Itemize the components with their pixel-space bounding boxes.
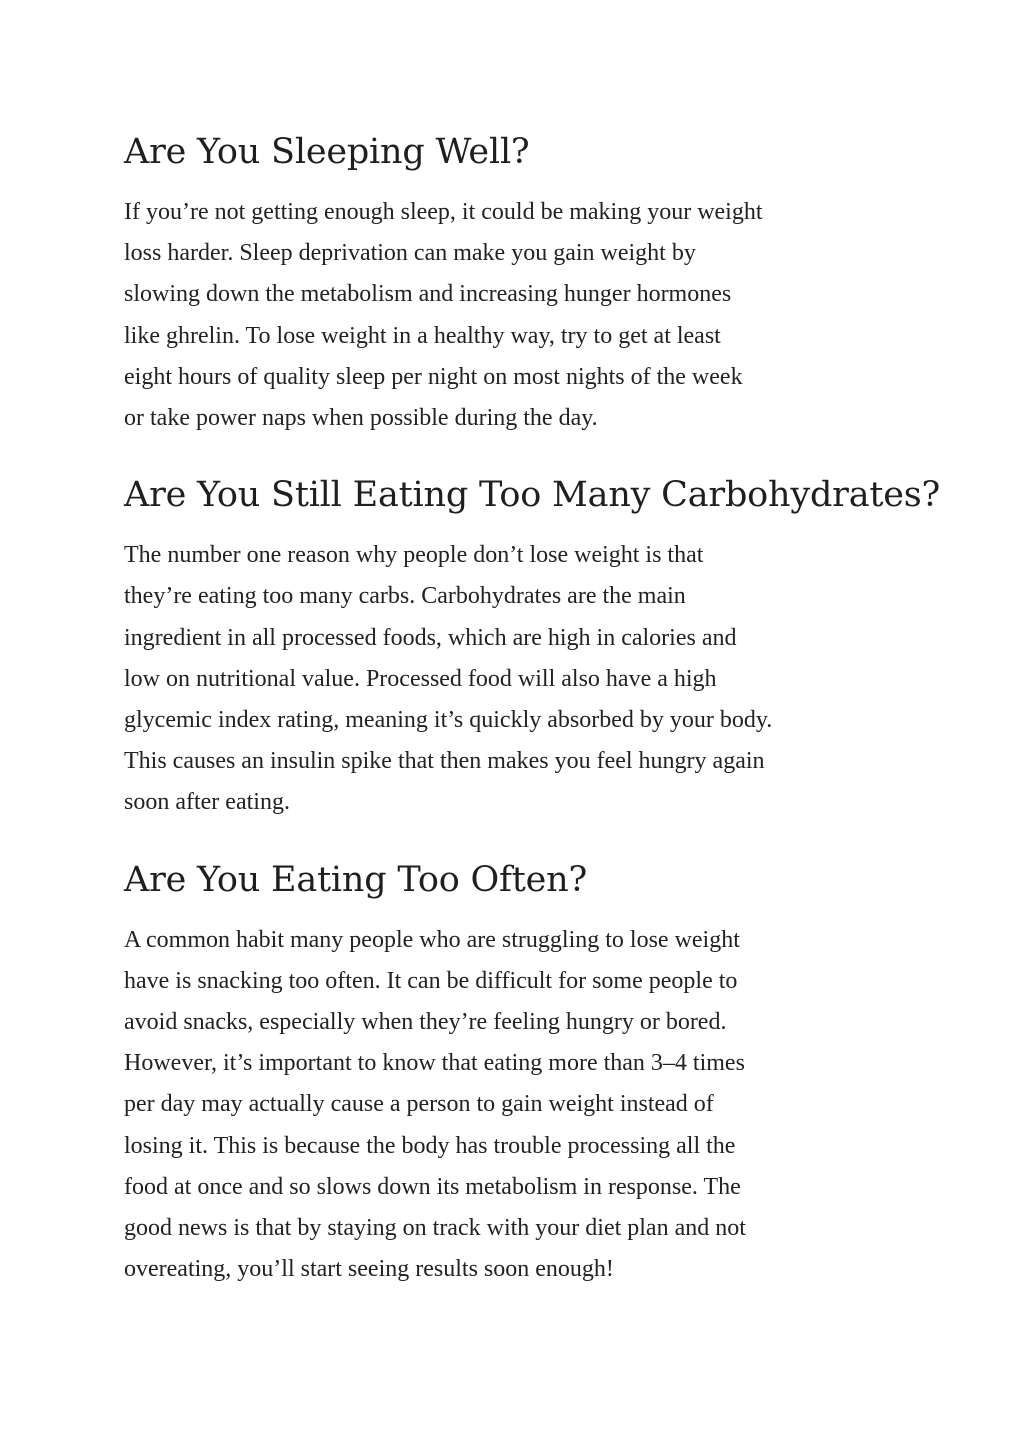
paragraph-line: A common habit many people who are struggling to lose weight (124, 926, 740, 953)
paragraph-line: losing it. This is because the body has trouble processing all the (124, 1132, 736, 1159)
section-paragraph (124, 535, 909, 823)
section-eating-too-often (124, 858, 909, 1291)
section-sleeping-well (124, 130, 909, 439)
paragraph-line: However, it’s important to know that eating more than 3–4 times (124, 1050, 745, 1077)
document-page (124, 120, 941, 1324)
paragraph-line: low on nutritional value. Processed food will also have a high (124, 665, 717, 692)
paragraph-line: avoid snacks, especially when they’re feeling hungry or bored. (124, 1009, 727, 1036)
paragraph-line: This causes an insulin spike that then makes you feel hungry again (124, 748, 765, 775)
paragraph-line: The number one reason why people don’t lose weight is that (124, 542, 704, 569)
paragraph-line: good news is that by staying on track with your diet plan and not (124, 1215, 746, 1242)
paragraph-line: or take power naps when possible during the day. (124, 405, 598, 432)
section-heading: Are You Eating Too Often? (124, 859, 588, 900)
paragraph-line: per day may actually cause a person to gain weight instead of (124, 1091, 714, 1118)
paragraph-line: slowing down the metabolism and increasing hunger hormones (124, 281, 732, 308)
section-carbohydrates (124, 473, 941, 823)
paragraph-line: food at once and so slows down its metabolism in response. The (124, 1173, 741, 1200)
paragraph-line: If you’re not getting enough sleep, it could be making your weight (124, 199, 763, 225)
paragraph-line: they’re eating too many carbs. Carbohydrates are the main (124, 583, 686, 610)
section-paragraph (124, 920, 909, 1291)
paragraph-line: have is snacking too often. It can be difficult for some people to (124, 967, 738, 994)
section-heading: Are You Sleeping Well? (124, 132, 530, 172)
paragraph-line: loss harder. Sleep deprivation can make you gain weight by (124, 240, 696, 267)
section-heading: Are You Still Eating Too Many Carbohydrates? (124, 475, 941, 516)
paragraph-line: overeating, you’ll start seeing results soon enough! (124, 1256, 614, 1283)
paragraph-line: like ghrelin. To lose weight in a healthy way, try to get at least (124, 322, 721, 349)
section-paragraph (124, 192, 909, 439)
paragraph-line: glycemic index rating, meaning it’s quickly absorbed by your body. (124, 707, 773, 734)
paragraph-line: eight hours of quality sleep per night on most nights of the week (124, 363, 743, 390)
paragraph-line: soon after eating. (124, 789, 290, 816)
paragraph-line: ingredient in all processed foods, which are high in calories and (124, 624, 737, 651)
